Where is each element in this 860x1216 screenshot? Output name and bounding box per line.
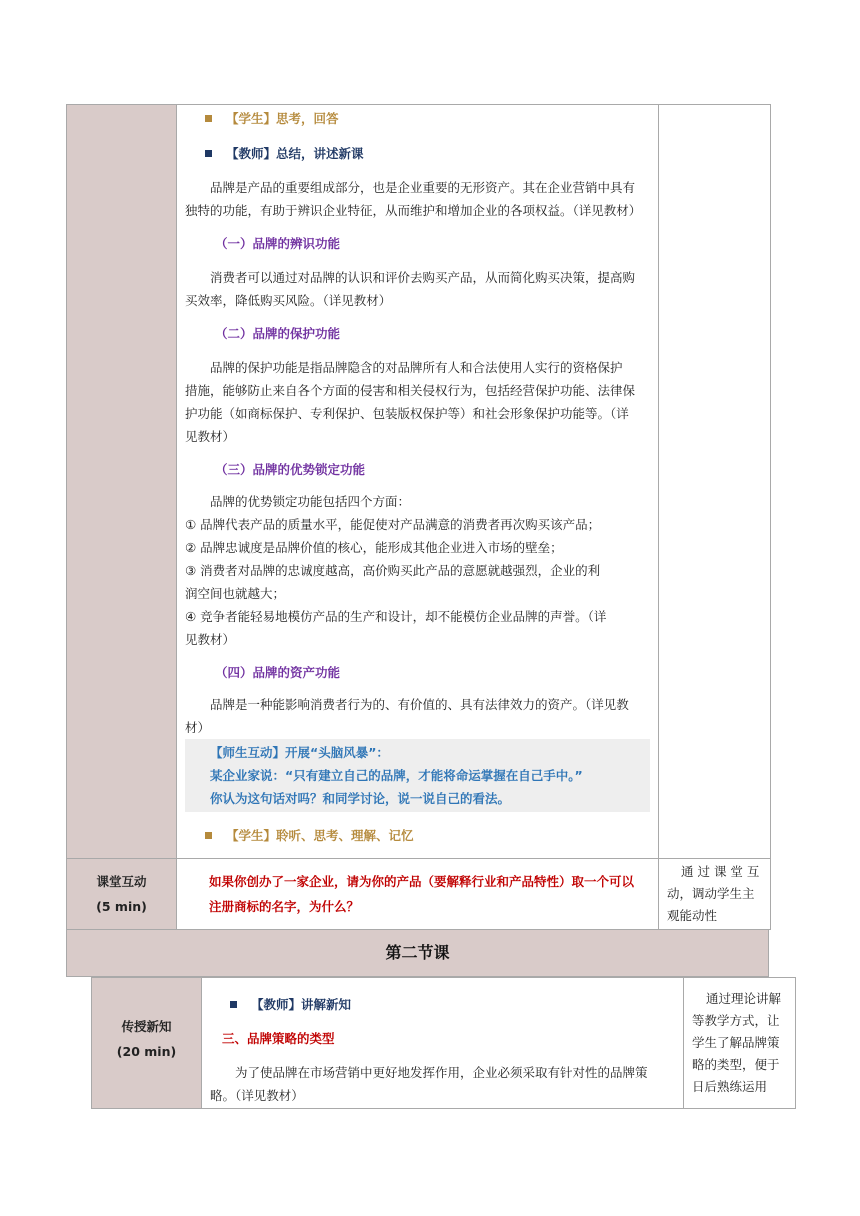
strategy-paragraph: 为了使品牌在市场营销中更好地发挥作用，企业必须采取有针对性的品牌策 略。（详见教材） [210, 1065, 648, 1103]
teacher-bullet: 【教师】讲解新知 [230, 995, 675, 1015]
intro-paragraph: 品牌是产品的重要组成部分，也是企业重要的无形资产。其在企业营销中具有 独特的功能，有助于辨识企业特征，从而维护和增加企业的各项权益。（详见教材） [185, 180, 642, 218]
student-bullet: 【学生】思考，回答 [205, 109, 650, 129]
asset-paragraph: 品牌是一种能影响消费者行为的、有价值的、具有法律效力的资产。（详见教 材） [185, 697, 629, 735]
heading-identify: （一）品牌的辨识功能 [215, 236, 341, 251]
heading-protect: （二）品牌的保护功能 [215, 326, 341, 341]
square-bullet-icon [205, 150, 212, 157]
content-cell [177, 105, 659, 859]
square-bullet-icon [205, 115, 212, 122]
lesson-table [66, 104, 771, 930]
square-bullet-icon [205, 832, 212, 839]
interaction-box: 【师生互动】开展“头脑风暴”： 某企业家说：“只有建立自己的品牌，才能将命运掌握在自己手中。” 你认为这句话对吗？和同学讨论，说一说自己的看法。 [185, 739, 650, 812]
right-note-cell [659, 105, 771, 859]
section-title: 第二节课 [66, 929, 769, 977]
student-listen-bullet: 【学生】聆听、思考、理解、记忆 [205, 826, 658, 846]
identify-paragraph: 消费者可以通过对品牌的认识和评价去购买产品，从而简化购买决策，提高购 买效率，降低购买风险。（详见教材） [185, 270, 636, 308]
strategy-heading: 三、品牌策略的类型 [222, 1031, 335, 1046]
left-label-cell [67, 105, 177, 859]
teaching-note-cell: 通过理论讲解 等教学方式，让 学生了解品牌策 略的类型，便于 日后熟练运用 [684, 978, 796, 1109]
heading-asset: （四）品牌的资产功能 [215, 665, 341, 680]
protect-paragraph: 品牌的保护功能是指品牌隐含的对品牌所有人和合法使用人实行的资格保护 措施，能够防止来自各个方面的侵害和相关侵权行为，包括经营保护功能、法律保 护功能（如商标保护、专利保护、包装版权保护等）和社会形象保护功能等。（详 见教材） [185, 360, 636, 444]
interaction-label-cell: 课堂互动 (5 min) [67, 859, 177, 930]
teaching-label-cell: 传授新知 (20 min) [92, 978, 202, 1109]
advantage-paragraph: 品牌的优势锁定功能包括四个方面： ① 品牌代表产品的质量水平，能促使对产品满意的消费者再次购买该产品； ② 品牌忠诚度是品牌价值的核心，能形成其他企业进入市场的壁垒； ③ 消费者对品牌的忠诚度越高，高价购买此产品的意愿就越强烈，企业的利 润空间也就越大； ④ 竞争者能轻易地模仿产品的生产和设计，却不能模仿企业品牌的声誉。（详 见教材） [185, 494, 607, 647]
interaction-note-cell: 通 过 课 堂 互 动，调动学生主 观能动性 [659, 859, 771, 930]
square-bullet-icon [230, 1001, 237, 1008]
teaching-content-cell [202, 978, 684, 1109]
teacher-bullet: 【教师】总结，讲述新课 [205, 144, 650, 164]
heading-advantage: （三）品牌的优势锁定功能 [215, 462, 366, 477]
teaching-table [91, 977, 796, 1109]
interaction-question-cell: 如果你创办了一家企业，请为你的产品（要解释行业和产品特性）取一个可以 注册商标的名字，为什么？ [177, 859, 659, 930]
